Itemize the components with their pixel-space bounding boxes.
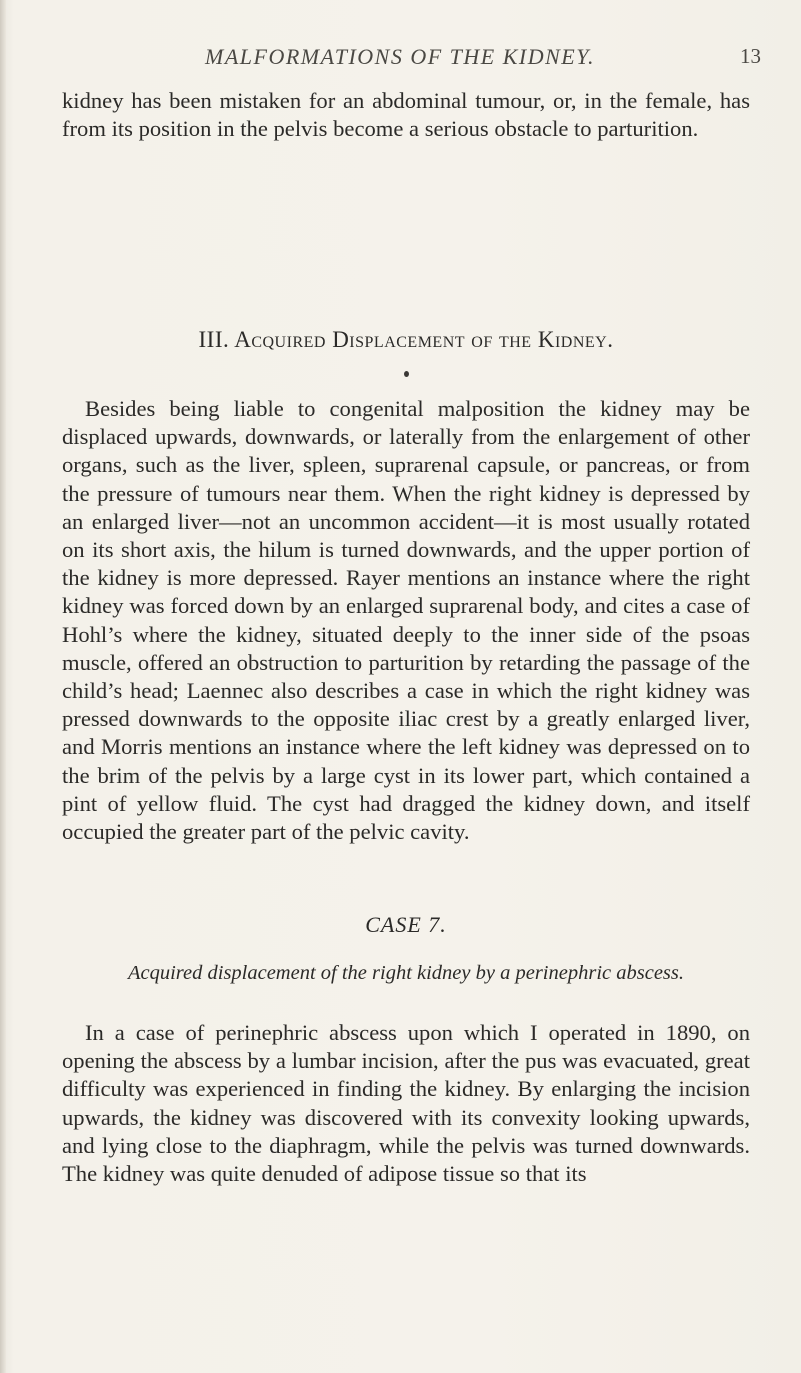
section-heading: III. Acquired Displacement of the Kidney. bbox=[198, 327, 614, 352]
paragraph-continuation: kidney has been mistaken for an abdominal tumour, or, in the female, has from its position in the pelvis become a serious obstacle to parturition. bbox=[62, 88, 750, 142]
case-subtitle: Acquired displacement of the right kidney by a perinephric abscess. bbox=[127, 962, 685, 984]
paragraph-displacement: Besides being liable to congenital malposition the kidney may be displaced upwards, downwards, or laterally from the enlargement of other organs, such as the liver, spleen, suprarenal capsule, or pancreas, or from the pressure of tumours near them. When the right kidney is depressed by an enlarged liver—not an uncommon accident—it is most usually rotated on its short axis, the hilum is turned downwards, and the upper portion of the kidney is more depressed. Rayer mentions an instance where the right kidney was forced down by an enlarged suprarenal body, and cites a case of Hohl’s where the kidney, situated deeply to the inner side of the psoas muscle, offered an obstruction to parturition by retarding the passage of the child’s head; Laennec also describes a case in which the right kidney was pressed downwards to the opposite iliac crest by a greatly enlarged liver, and Morris mentions an instance where the left kidney was depressed on to the brim of the pelvis by a large cyst in its lower part, which contained a pint of yellow fluid. The cyst had dragged the kidney down, and itself occupied the greater part of the pelvic cavity. bbox=[62, 396, 750, 845]
paragraph-case: In a case of perinephric abscess upon which I operated in 1890, on opening the abscess by a lumbar incision, after the pus was evacuated, great difficulty was experienced in finding the kidney. By enlarging the incision upwards, the kidney was discovered with its convexity looking upwards, and lying close to the diaphragm, while the pelvis was turned downwards. The kidney was quite denuded of adipose tissue so that its bbox=[62, 1020, 750, 1187]
case-heading: CASE 7. bbox=[365, 912, 447, 937]
page-number: 13 bbox=[740, 44, 761, 68]
running-head: MALFORMATIONS OF THE KIDNEY. bbox=[205, 44, 595, 69]
page-gutter-shadow bbox=[0, 0, 6, 1373]
print-mark bbox=[404, 371, 409, 377]
